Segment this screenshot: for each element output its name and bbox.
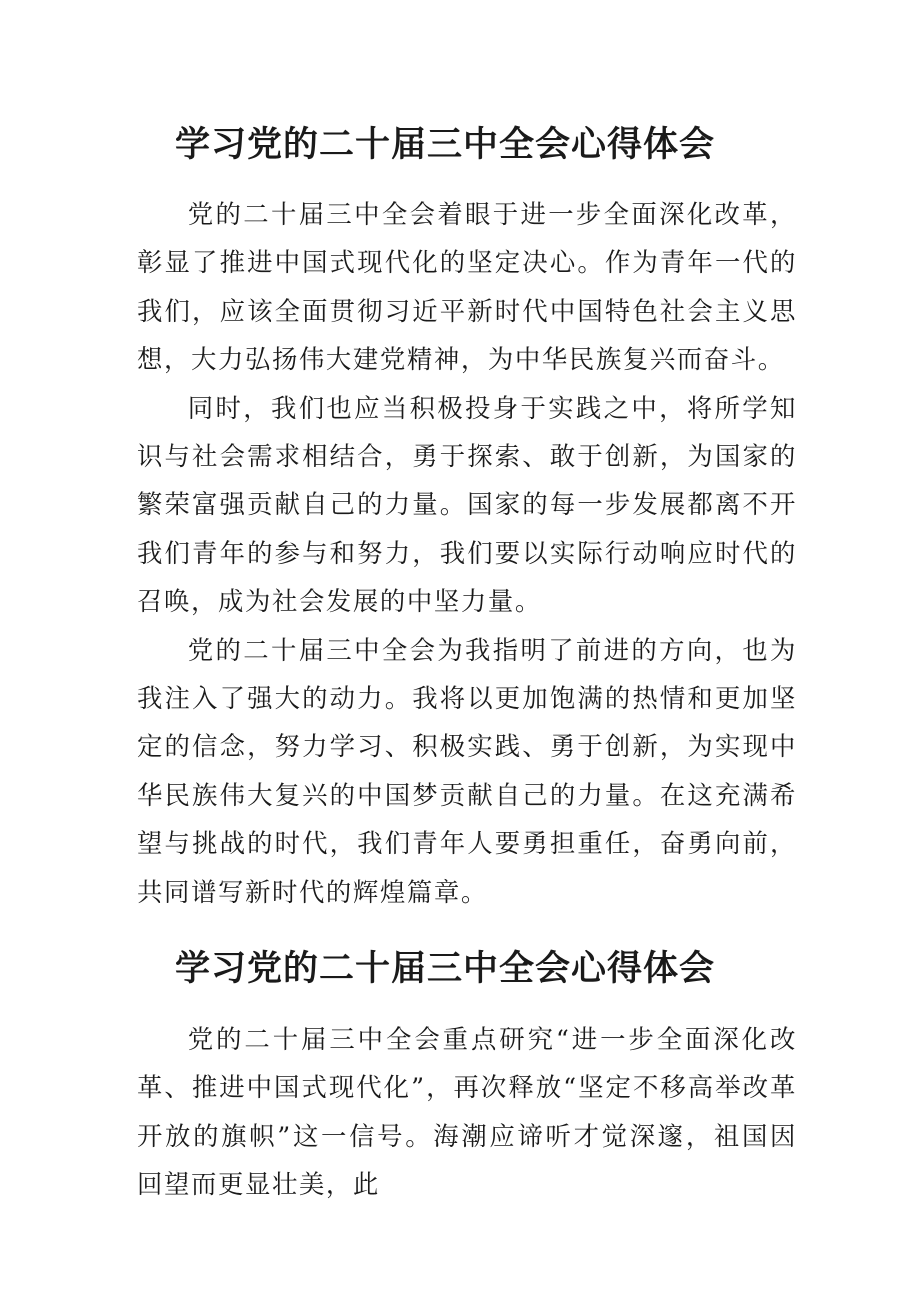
paragraph: 同时，我们也应当积极投身于实践之中，将所学知识与社会需求相结合，勇于探索、敢于创新，为国家的繁荣富强贡献自己的力量。国家的每一步发展都离不开我们青年的参与和努力，我们要以实际行动响应时代的召唤，成为社会发展的中坚力量。 (137, 392, 797, 617)
paragraph: 党的二十届三中全会着眼于进一步全面深化改革，彰显了推进中国式现代化的坚定决心。作为青年一代的我们，应该全面贯彻习近平新时代中国特色社会主义思想，大力弘扬伟大建党精神，为中华民族复兴而奋斗。 (137, 199, 797, 375)
article-body (137, 190, 797, 916)
paragraph: 党的二十届三中全会为我指明了前进的方向，也为我注入了强大的动力。我将以更加饱满的热情和更加坚定的信念，努力学习、积极实践、勇于创新，为实现中华民族伟大复兴的中国梦贡献自己的力量。在这充满希望与挑战的时代，我们青年人要勇担重任，奋勇向前，共同谱写新时代的辉煌篇章。 (137, 634, 797, 907)
paragraph: 党的二十届三中全会重点研究“进一步全面深化改革、推进中国式现代化”，再次释放“坚定不移高举改革开放的旗帜”这一信号。海潮应谛听才觉深邃，祖国因回望而更显壮美，此 (137, 1024, 797, 1200)
article-body-second (137, 1015, 797, 1209)
article-title-second: 学习党的二十届三中全会心得体会 (174, 948, 715, 990)
article-title: 学习党的二十届三中全会心得体会 (174, 124, 715, 166)
